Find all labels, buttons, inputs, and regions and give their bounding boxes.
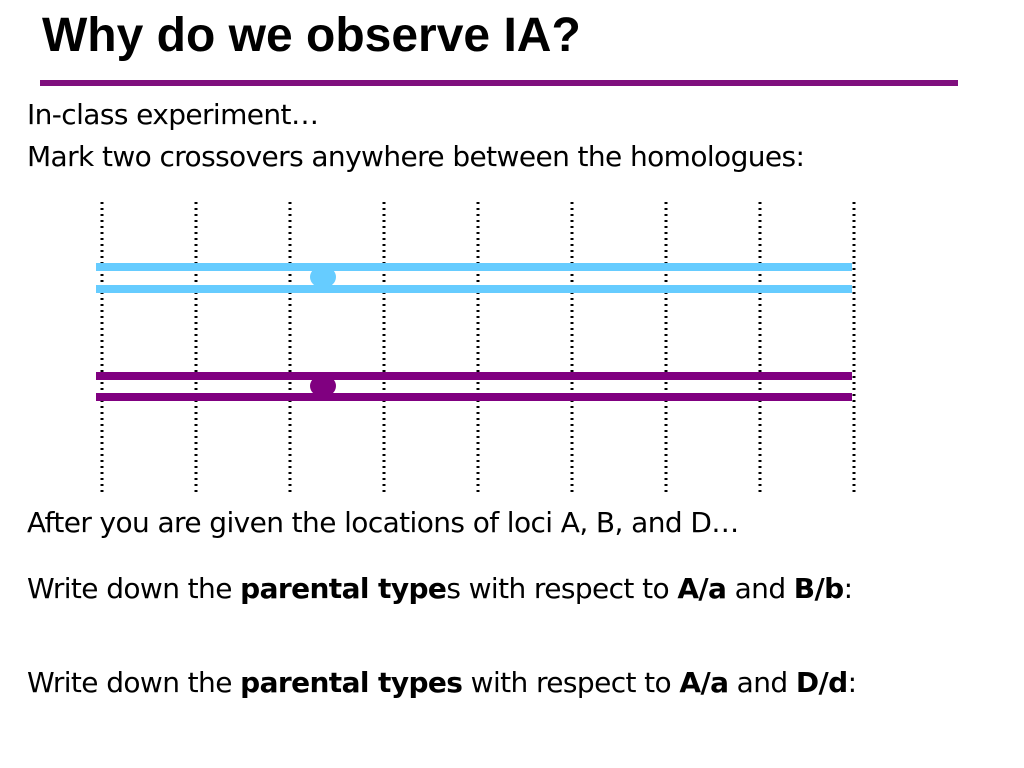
q2-colon: : — [847, 666, 857, 699]
q1-pre: Write down the — [27, 572, 241, 605]
q2-pre: Write down the — [27, 666, 241, 699]
after-loci-text: After you are given the locations of loci A, B, and D… — [27, 506, 739, 539]
chromatid-blue-2 — [96, 285, 852, 293]
centromere-purple — [310, 375, 336, 397]
q2-locus-a: A/a — [679, 666, 729, 699]
centromere-blue — [310, 266, 336, 288]
dotted-guides — [102, 202, 854, 496]
q1-and: and — [726, 572, 794, 605]
chromatid-purple-1 — [96, 372, 852, 380]
slide-title: Why do we observe IA? — [42, 9, 581, 62]
q2-parental-types: parental types — [240, 666, 463, 699]
intro-line-2: Mark two crossovers anywhere between the homologues: — [27, 140, 805, 173]
question-parental-ab — [27, 571, 852, 607]
homolog-purple — [96, 372, 852, 401]
q2-and: and — [728, 666, 796, 699]
q1-mid: s with respect to — [446, 572, 678, 605]
q1-colon: : — [843, 572, 853, 605]
q2-locus-d: D/d — [795, 666, 848, 699]
chromatid-blue-1 — [96, 263, 852, 271]
q1-parental-type: parental type — [240, 572, 447, 605]
homolog-blue — [96, 263, 852, 293]
q1-locus-a: A/a — [677, 572, 727, 605]
q1-locus-b: B/b — [793, 572, 844, 605]
chromatid-purple-2 — [96, 393, 852, 401]
intro-line-1: In-class experiment… — [27, 98, 319, 131]
question-parental-ad — [27, 665, 856, 701]
q2-mid: with respect to — [462, 666, 680, 699]
